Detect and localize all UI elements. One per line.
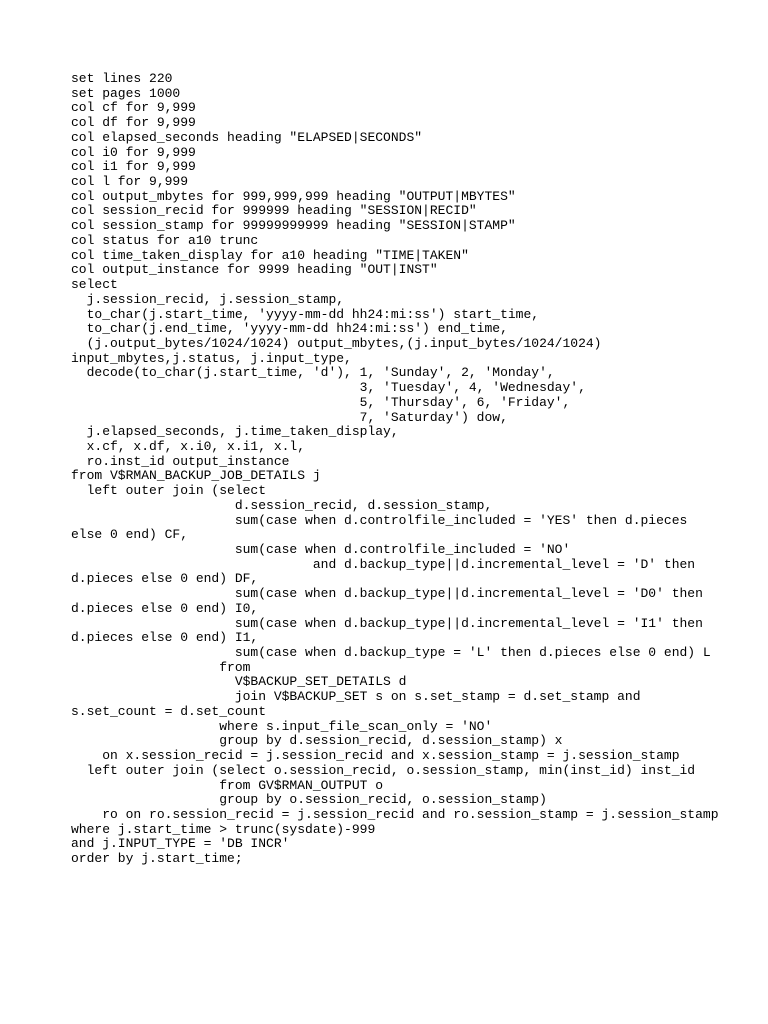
code-line: sum(case when d.controlfile_included = 'NO' [71, 543, 571, 557]
code-line: d.pieces else 0 end) I1, [71, 631, 259, 646]
code-line: set pages 1000 [71, 86, 181, 101]
code-line: order by j.start_time; [71, 852, 243, 867]
code-line: to_char(j.start_time, 'yyyy-mm-dd hh24:mi:ss') start_time, [71, 307, 540, 322]
code-line: sum(case when d.backup_type||d.incremental_level = 'I1' then [71, 616, 703, 631]
code-line: d.pieces else 0 end) DF, [71, 572, 259, 587]
code-line: decode(to_char(j.start_time, 'd'), 1, 'Sunday', 2, 'Monday', [71, 366, 555, 381]
code-line: join V$BACKUP_SET s on s.set_stamp = d.set_stamp and [71, 690, 641, 705]
code-line: d.session_recid, d.session_stamp, [71, 498, 493, 513]
code-line: input_mbytes,j.status, j.input_type, [71, 351, 352, 366]
code-line: select [71, 278, 118, 293]
code-line: from [71, 660, 251, 675]
code-line: col cf for 9,999 [71, 101, 196, 116]
code-line: col status for a10 trunc [71, 233, 259, 248]
code-line: col output_instance for 9999 heading "OUT|INST" [71, 263, 438, 278]
code-line: col output_mbytes for 999,999,999 heading "OUTPUT|MBYTES" [71, 189, 516, 204]
sql-script-text [71, 72, 761, 867]
code-line: left outer join (select o.session_recid, o.session_stamp, min(inst_id) inst_id [71, 763, 696, 778]
code-line: (j.output_bytes/1024/1024) output_mbytes,(j.input_bytes/1024/1024) [71, 336, 602, 351]
code-line: x.cf, x.df, x.i0, x.i1, x.l, [71, 439, 306, 454]
code-line: col i1 for 9,999 [71, 160, 196, 175]
code-line: and d.backup_type||d.incremental_level = 'D' then [71, 557, 696, 572]
code-line: col session_recid for 999999 heading "SESSION|RECID" [71, 204, 477, 219]
code-line: ro.inst_id output_instance [71, 454, 290, 469]
code-line: col i0 for 9,999 [71, 145, 196, 160]
code-line: j.elapsed_seconds, j.time_taken_display, [71, 425, 399, 440]
code-line: set lines 220 [71, 72, 173, 86]
code-line: sum(case when d.backup_type||d.incremental_level = 'D0' then [71, 587, 703, 602]
code-line: col session_stamp for 99999999999 heading "SESSION|STAMP" [71, 219, 516, 234]
code-line: and j.INPUT_TYPE = 'DB INCR' [71, 837, 290, 852]
code-line: from GV$RMAN_OUTPUT o [71, 778, 384, 793]
code-line: where j.start_time > trunc(sysdate)-999 [71, 822, 376, 837]
code-line: j.session_recid, j.session_stamp, [71, 292, 345, 307]
code-line: ro on ro.session_recid = j.session_recid and ro.session_stamp = j.session_stamp [71, 807, 719, 822]
code-line: sum(case when d.backup_type = 'L' then d.pieces else 0 end) L [71, 646, 711, 661]
code-line: else 0 end) CF, [71, 528, 189, 543]
code-line: where s.input_file_scan_only = 'NO' [71, 719, 493, 734]
code-line: 3, 'Tuesday', 4, 'Wednesday', [71, 381, 586, 396]
code-line: 5, 'Thursday', 6, 'Friday', [71, 395, 571, 410]
code-line: to_char(j.end_time, 'yyyy-mm-dd hh24:mi:ss') end_time, [71, 322, 508, 337]
code-line: sum(case when d.controlfile_included = 'YES' then d.pieces [71, 513, 688, 528]
code-line: col elapsed_seconds heading "ELAPSED|SECONDS" [71, 130, 423, 145]
code-line: V$BACKUP_SET_DETAILS d [71, 675, 407, 690]
code-line: col df for 9,999 [71, 116, 196, 131]
code-line: s.set_count = d.set_count [71, 704, 267, 719]
code-line: 7, 'Saturday') dow, [71, 410, 508, 425]
code-line: group by d.session_recid, d.session_stamp) x [71, 734, 563, 749]
code-line: d.pieces else 0 end) I0, [71, 601, 259, 616]
code-line: col time_taken_display for a10 heading "TIME|TAKEN" [71, 248, 469, 263]
code-line: col l for 9,999 [71, 175, 189, 190]
code-line: from V$RMAN_BACKUP_JOB_DETAILS j [71, 469, 321, 484]
code-line: left outer join (select [71, 484, 267, 499]
code-line: group by o.session_recid, o.session_stamp) [71, 793, 547, 808]
code-line: on x.session_recid = j.session_recid and x.session_stamp = j.session_stamp [71, 749, 680, 764]
